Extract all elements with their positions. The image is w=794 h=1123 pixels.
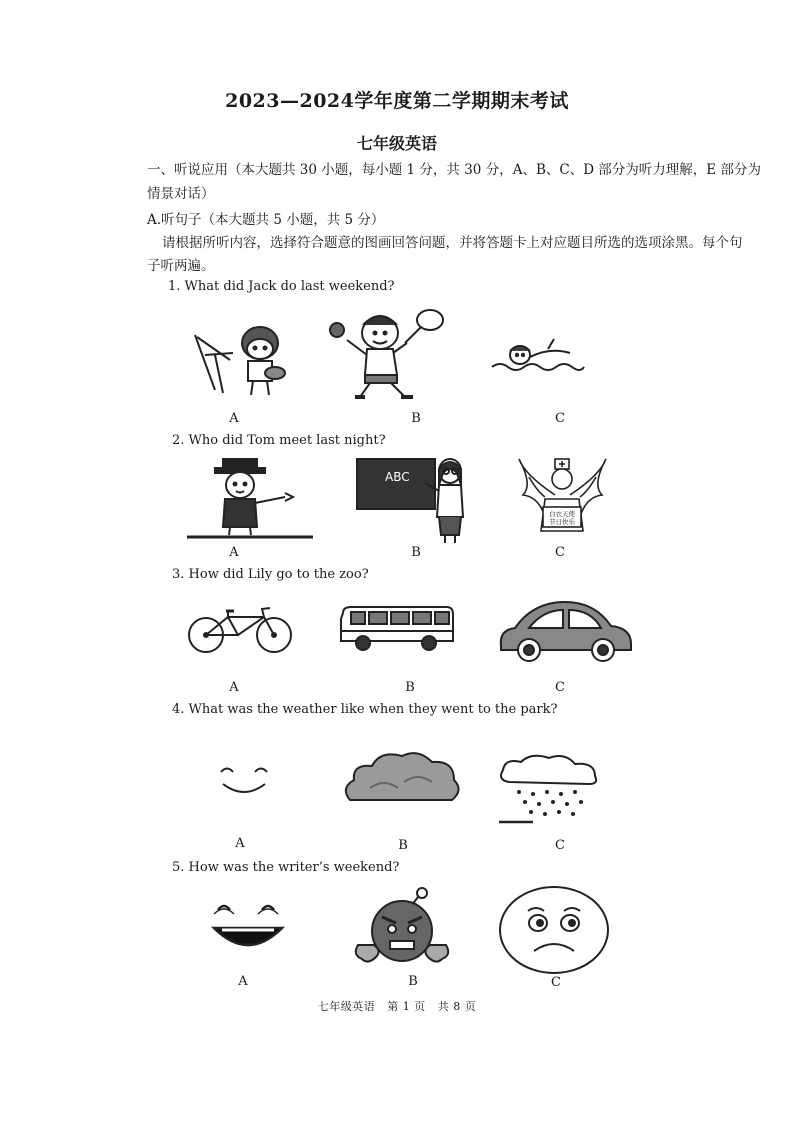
exam-subtitle: 七年级英语 [356, 134, 437, 153]
q5-option-a-label: A [238, 974, 248, 989]
q5-option-c-label: C [551, 975, 561, 990]
picture-nurse-with-wings [515, 455, 610, 540]
question-2: 2. Who did Tom meet last night? [172, 433, 386, 448]
picture-swimming-person [490, 335, 585, 380]
q2-option-b-label: B [411, 545, 421, 560]
q3-option-c-label: C [555, 680, 565, 695]
instruction-line2: 子听两遍。 [147, 258, 215, 274]
q4-option-a-label: A [235, 836, 245, 851]
exam-title: 2023—2024学年度第二学期期末考试 [225, 90, 569, 112]
q2-option-a-label: A [229, 545, 239, 560]
question-3: 3. How did Lily go to the zoo? [172, 567, 369, 582]
picture-angry-face [352, 885, 452, 967]
part-a-heading: A.听句子（本大题共 5 小题，共 5 分） [147, 212, 385, 228]
nurse-sign-line1: 白衣天使 [549, 510, 575, 518]
page-footer: 七年级英语 第 1 页 共 8 页 [317, 1000, 477, 1013]
picture-painting-boy [185, 315, 295, 400]
q4-option-b-label: B [398, 838, 408, 853]
picture-police-officer [185, 455, 315, 540]
picture-sad-face [498, 885, 610, 975]
instruction-line1: 请根据所听内容，选择符合题意的图画回答问题，并将答题卡上对应题目所选的选项涂黑。每个句 [162, 235, 743, 251]
picture-rainy [495, 752, 605, 827]
section-heading-line2: 情景对话） [147, 186, 215, 202]
picture-happy-face [208, 900, 288, 960]
question-1: 1. What did Jack do last weekend? [168, 279, 395, 294]
q3-option-b-label: B [405, 680, 415, 695]
question-5: 5. How was the writer’s weekend? [172, 860, 400, 875]
q5-option-b-label: B [408, 974, 418, 989]
picture-cloudy [340, 748, 465, 810]
q1-option-c-label: C [555, 411, 565, 426]
picture-bus [337, 605, 457, 653]
q3-option-a-label: A [229, 680, 239, 695]
q1-option-b-label: B [411, 411, 421, 426]
q2-option-c-label: C [555, 545, 565, 560]
picture-bicycle [186, 605, 294, 655]
picture-tennis-boy [325, 305, 450, 405]
picture-teacher-at-blackboard [355, 455, 470, 545]
blackboard-text: ABC [385, 470, 410, 484]
picture-car [495, 600, 635, 665]
q4-option-c-label: C [555, 838, 565, 853]
nurse-sign-line2: 节日快乐 [549, 518, 575, 526]
q1-option-a-label: A [229, 411, 239, 426]
picture-sunny [215, 762, 275, 797]
section-heading-line1: 一、听说应用（本大题共 30 小题，每小题 1 分，共 30 分，A、B、C、D 部分为听力理解，E 部分为 [147, 162, 761, 178]
question-4: 4. What was the weather like when they went to the park? [172, 702, 558, 717]
